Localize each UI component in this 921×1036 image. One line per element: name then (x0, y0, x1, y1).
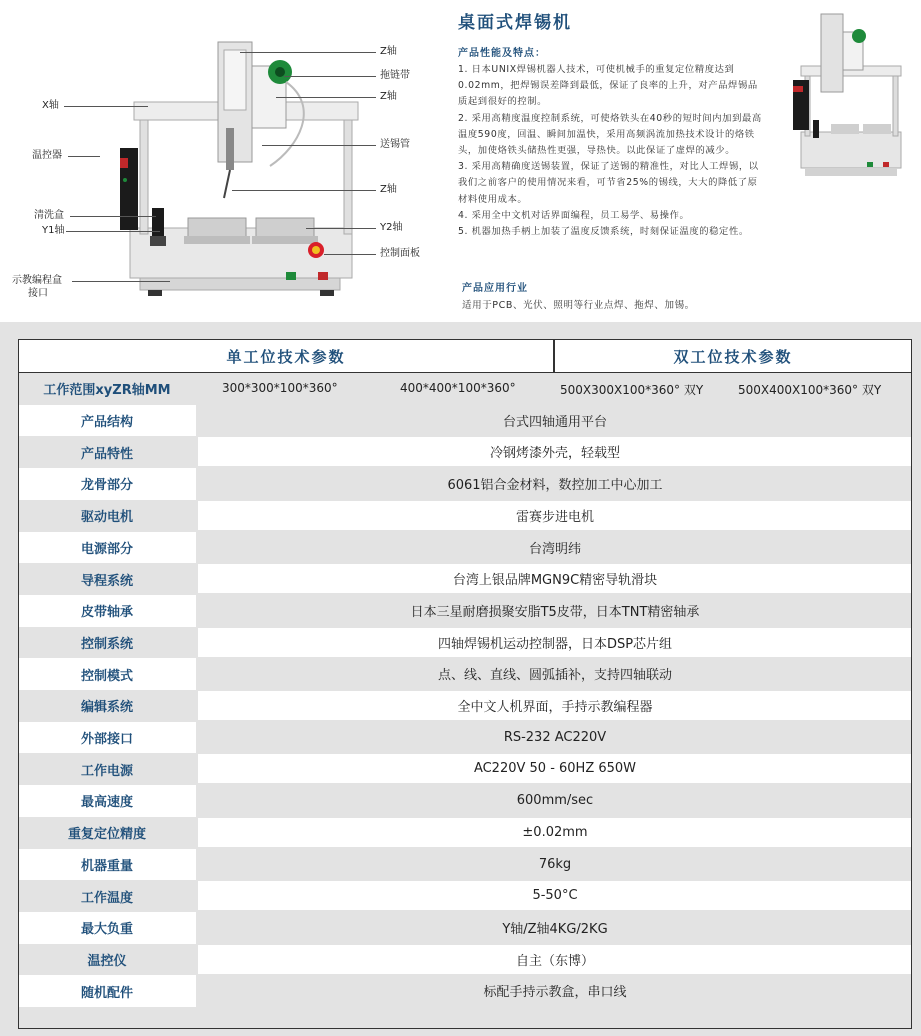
spec-row (0, 912, 921, 944)
feature-item: 2. 采用高精度温度控制系统，可使烙铁头在40秒的短时间内加到最高温度590度，回温、瞬间加温快，采用高频涡流加热技术设计的烙铁头，加使烙铁头储热性更强，导热快。以此保证了虚焊的减少。 (458, 112, 762, 157)
spec-row (0, 658, 921, 690)
range-values (198, 373, 912, 405)
feature-item: 3. 采用高精确度送锡装置，保证了送锡的精准性，对比人工焊锡，以我们之前客户的使用情况来看，可节省25%的锡线，大大的降低了原材料使用成本。 (458, 161, 759, 205)
spec-value: 76kg (198, 850, 912, 879)
spec-label: 皮带轴承 (18, 595, 196, 627)
spec-value: 台湾上银品牌MGN9C精密导轨滑块 (198, 564, 912, 593)
spec-value: ±0.02mm (198, 818, 912, 847)
features-heading: 产品性能及特点： (458, 48, 546, 59)
spec-value: 台湾明纬 (198, 533, 912, 562)
spec-value: 6061铝合金材料，数控加工中心加工 (198, 469, 912, 498)
leader-line (262, 145, 376, 146)
range-value: 500X400X100*360° 双Y (738, 383, 882, 397)
single-station-header: 单工位技术参数 (18, 339, 554, 373)
spec-value: 全中文人机界面，手持示教编程器 (198, 691, 912, 720)
spec-row (0, 500, 921, 532)
callout-drag-chain: 拖链带 (380, 70, 410, 81)
leader-line (306, 228, 376, 229)
double-station-header: 双工位技术参数 (554, 339, 912, 373)
spec-value: 台式四轴通用平台 (198, 406, 912, 435)
spec-label: 控制模式 (18, 658, 196, 690)
features-list (458, 62, 762, 240)
spec-row (0, 849, 921, 881)
callout-cleaning-box: 清洗盒 (34, 210, 64, 221)
spec-row (0, 595, 921, 627)
spec-label: 产品结构 (18, 405, 196, 437)
spec-label: 电源部分 (18, 532, 196, 564)
leader-line (284, 76, 376, 77)
spec-label: 工作温度 (80, 890, 133, 906)
spec-label: 随机配件 (18, 975, 196, 1007)
spec-label: 最高速度 (18, 785, 196, 817)
application-heading: 产品应用行业 (462, 283, 528, 294)
spec-row (0, 690, 921, 722)
spec-label: 工作电源 (80, 763, 133, 779)
callout-temp-controller: 温控器 (32, 150, 62, 161)
spec-label: 龙骨部分 (18, 468, 196, 500)
product-intro (0, 0, 921, 322)
spec-row (0, 722, 921, 754)
spec-value: AC220V 50 - 60HZ 650W (198, 754, 912, 783)
spec-row (0, 627, 921, 659)
spec-row (0, 753, 921, 785)
spec-label: 温控仪 (87, 953, 127, 969)
spec-label: 外部接口 (18, 722, 196, 754)
callout-control-panel: 控制面板 (380, 248, 420, 259)
spec-value: 自主（东博） (198, 945, 912, 974)
callout-teach-port-line2: 接口 (28, 288, 48, 299)
spec-row (0, 817, 921, 849)
range-value: 400*400*100*360° (400, 381, 516, 395)
leader-line (70, 216, 156, 217)
callout-z-axis-2: Z轴 (380, 91, 397, 102)
callout-solder-tube: 送锡管 (380, 139, 410, 150)
spec-value: 600mm/sec (198, 786, 912, 815)
leader-line (66, 231, 160, 232)
spec-row (0, 563, 921, 595)
spec-value: 点、线、直线、圆弧插补，支持四轴联动 (198, 659, 912, 688)
spec-table (0, 322, 921, 1036)
leader-line (232, 190, 376, 191)
spec-label: 导程系统 (80, 573, 133, 589)
application-text: 适用于PCB、光伏、照明等行业点焊、拖焊、加锡。 (462, 300, 695, 311)
spec-label: 机器重量 (18, 849, 196, 881)
leader-line (276, 97, 376, 98)
spec-label: 产品特性 (80, 446, 133, 462)
spec-value: RS-232 AC220V (198, 723, 912, 752)
spec-label: 驱动电机 (80, 510, 133, 526)
spec-row (0, 436, 921, 468)
leader-line (240, 52, 376, 53)
spec-value: 5-50°C (198, 881, 912, 910)
callout-y1-axis: Y1轴 (42, 225, 65, 236)
callout-z-axis-3: Z轴 (380, 184, 397, 195)
spec-value: 标配手持示教盒，串口线 (198, 976, 912, 1005)
range-value: 500X300X100*360° 双Y (560, 383, 704, 397)
spec-row (0, 532, 921, 564)
feature-item: 5. 机器加热手柄上加装了温度反馈系统，时刻保证温度的稳定性。 (458, 226, 749, 238)
spec-value: Y轴/Z轴4KG/2KG (198, 913, 912, 942)
spec-value: 冷钢烤漆外壳，轻载型 (198, 437, 912, 466)
leader-line (64, 106, 148, 107)
spec-value: 四轴焊锡机运动控制器，日本DSP芯片组 (198, 628, 912, 657)
feature-item: 1. 日本UNIX焊锡机器人技术，可使机械手的重复定位精度达到0.02mm，把焊锡误差降到最低，保证了良率的上升，对产品焊锡品质起到很好的控制。 (458, 64, 758, 108)
spec-label: 工作范围xyZR轴MM (43, 383, 171, 399)
spec-value: 雷赛步进电机 (198, 501, 912, 530)
spec-row (0, 468, 921, 500)
leader-line (324, 254, 376, 255)
spec-label: 最大负重 (18, 912, 196, 944)
spec-row (0, 405, 921, 437)
callout-x-axis: X轴 (42, 100, 59, 111)
spec-row-range (0, 373, 921, 405)
feature-item: 4. 采用全中文机对话界面编程，员工易学、易操作。 (458, 209, 690, 221)
spec-row (0, 880, 921, 912)
spec-label: 控制系统 (80, 636, 133, 652)
callout-y2-axis: Y2轴 (380, 222, 403, 233)
spec-row (0, 785, 921, 817)
spec-label: 编辑系统 (80, 700, 133, 716)
leader-line (68, 156, 100, 157)
spec-row (0, 975, 921, 1007)
leader-line (72, 281, 170, 282)
callout-z-axis-top: Z轴 (380, 46, 397, 57)
machine-thumbnail (793, 12, 909, 182)
spec-label: 重复定位精度 (67, 827, 146, 843)
spec-row (0, 944, 921, 976)
spec-value: 日本三星耐磨损聚安脂T5皮带，日本TNT精密轴承 (198, 596, 912, 625)
range-value: 300*300*100*360° (222, 381, 338, 395)
callout-teach-port: 示教编程盒 (12, 275, 62, 286)
product-title: 桌面式焊锡机 (458, 13, 572, 33)
